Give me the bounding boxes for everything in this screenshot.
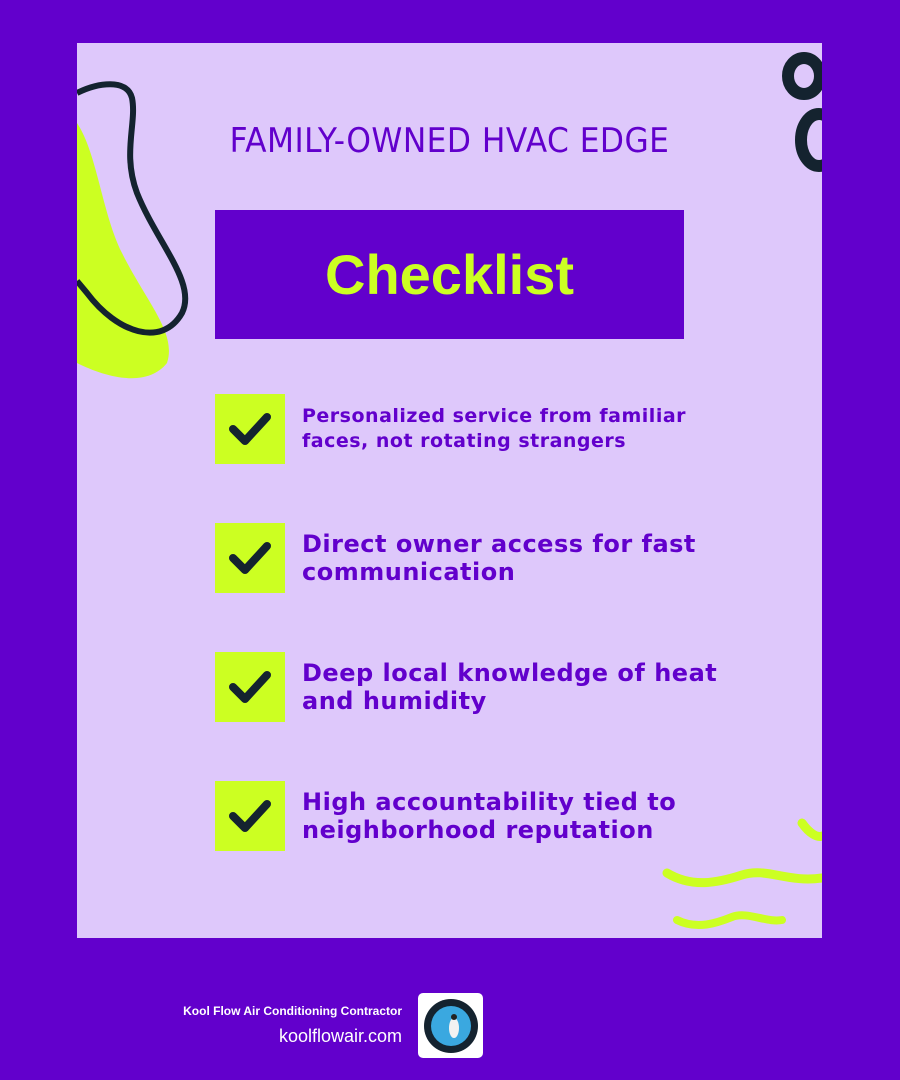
check-icon bbox=[215, 523, 285, 593]
dark-ring-shape bbox=[788, 58, 820, 94]
list-item bbox=[215, 781, 735, 851]
website-link[interactable]: koolflowair.com bbox=[278, 1026, 402, 1046]
checklist-banner bbox=[215, 210, 684, 339]
company-name: Kool Flow Air Conditioning Contractor bbox=[183, 1004, 402, 1018]
lime-wave-shape bbox=[667, 873, 822, 883]
list-item bbox=[215, 523, 735, 593]
list-item-text: Direct owner access for fast communication bbox=[302, 530, 696, 586]
list-item bbox=[215, 394, 735, 464]
check-icon bbox=[215, 781, 285, 851]
banner-label: Checklist bbox=[325, 243, 574, 306]
dark-ring-shape bbox=[801, 114, 822, 166]
list-item-text: Deep local knowledge of heat and humidity bbox=[302, 659, 718, 715]
lime-wave-shape bbox=[802, 823, 822, 836]
lime-blob-shape bbox=[77, 123, 169, 378]
check-icon bbox=[215, 652, 285, 722]
page-title: FAMILY-OWNED HVAC EDGE bbox=[229, 121, 670, 161]
checklist-panel bbox=[77, 43, 822, 938]
list-item-text: High accountability tied to neighborhood reputation bbox=[302, 788, 677, 844]
list-item-text: Personalized service from familiar faces, not rotating strangers bbox=[302, 405, 687, 452]
lime-wave-shape bbox=[677, 915, 782, 925]
list-item bbox=[215, 652, 735, 722]
check-icon bbox=[215, 394, 285, 464]
company-logo bbox=[418, 993, 483, 1058]
